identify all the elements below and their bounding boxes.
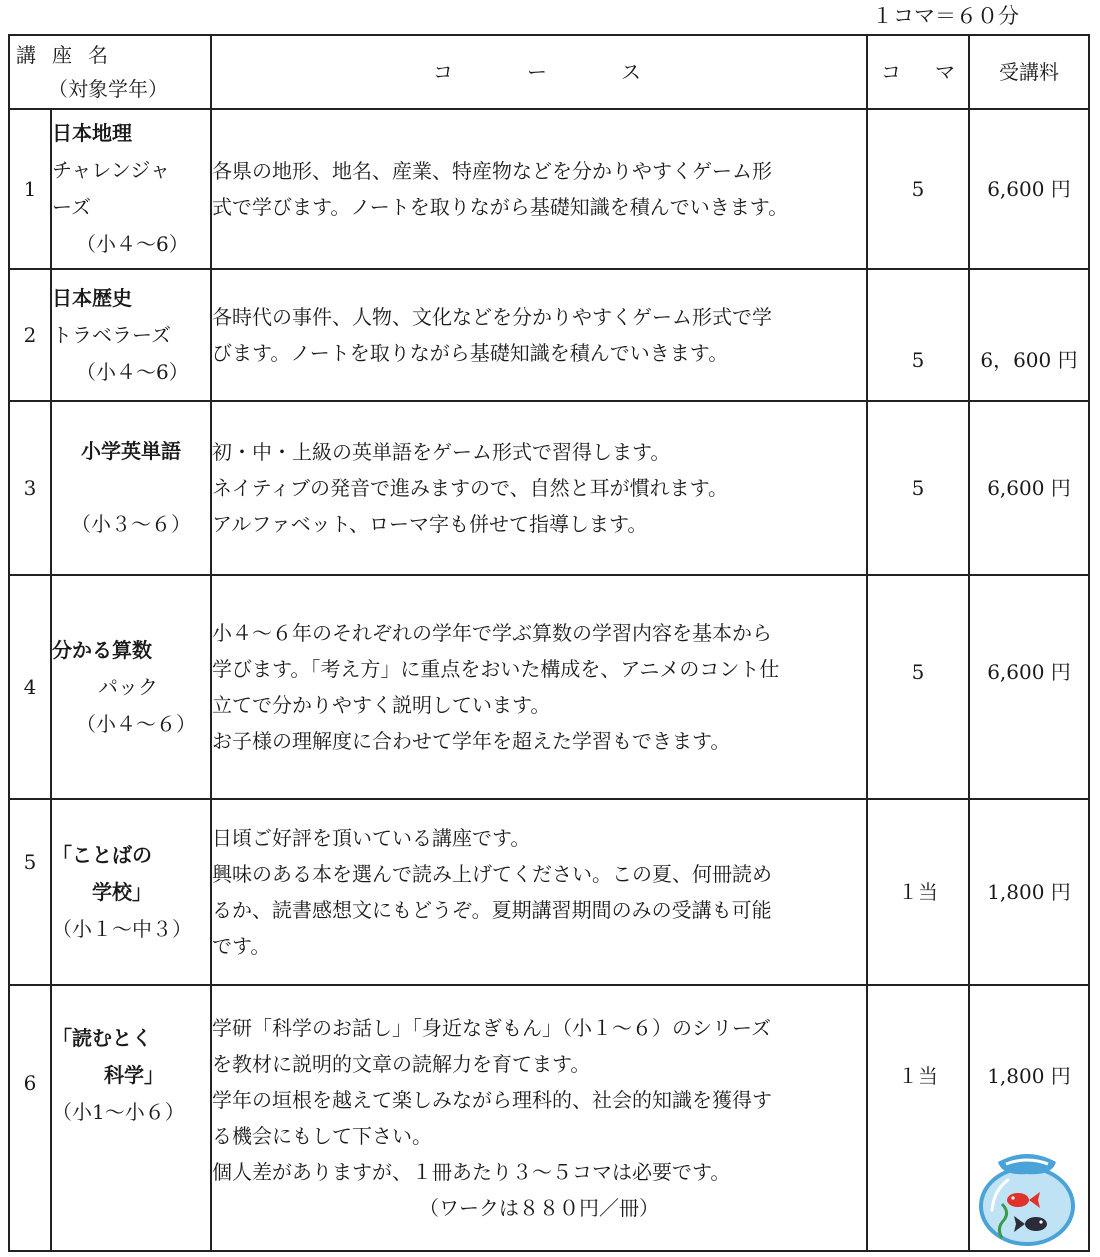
course-grade: （小４～6） xyxy=(76,232,189,256)
description-line: 学年の垣根を越えて楽しみながら理科的、社会的知識を獲得す xyxy=(212,1088,772,1112)
koma-count: 5 xyxy=(867,401,969,575)
course-name-cell xyxy=(51,799,211,985)
description-line: 学研「科学のお話し」「身近なぎもん」（小１～６）のシリーズ xyxy=(212,1016,771,1040)
header-grade-label: （対象学年） xyxy=(48,77,168,101)
description-line: ネイティブの発音で進みますので、自然と耳が慣れます。 xyxy=(212,476,728,500)
description-line: 個人差がありますが、１冊あたり３～５コマは必要です。 xyxy=(212,1160,731,1184)
koma-count: 5 xyxy=(867,109,969,269)
time-unit-note: １コマ＝６０分 xyxy=(872,4,1019,28)
description-line: 学びます。「考え方」に重点をおいた構成を、アニメのコント仕 xyxy=(212,657,780,681)
header-course xyxy=(211,35,867,109)
course-name-cell xyxy=(51,109,211,269)
course-description xyxy=(211,985,867,1251)
course-title: 日本歴史 xyxy=(52,285,132,310)
row-number: 3 xyxy=(9,401,51,575)
table-header-row xyxy=(9,35,1089,109)
header-course-name xyxy=(9,35,211,109)
course-description xyxy=(211,401,867,575)
course-title-cont: 学校」 xyxy=(92,879,152,904)
course-title: 「読むとく xyxy=(52,1026,152,1050)
course-name-line: トラベラーズ xyxy=(52,322,171,347)
course-grade: （小１～中３） xyxy=(52,916,192,941)
header-name-label: 講座名 xyxy=(16,43,124,67)
course-name-cell xyxy=(51,401,211,575)
koma-count: 5 xyxy=(867,575,969,799)
row-number: 6 xyxy=(9,985,51,1251)
description-line: 興味のある本を選んで読み上げてください。この夏、何冊読め xyxy=(212,862,772,886)
course-name-line: ーズ xyxy=(52,195,91,219)
course-grade: （小４～６） xyxy=(76,711,196,736)
bowl-body xyxy=(981,1168,1073,1244)
course-name-cell xyxy=(51,985,211,1251)
row-number: 2 xyxy=(9,269,51,401)
course-fee: 6，600 円 xyxy=(969,269,1089,401)
course-title: 「ことばの xyxy=(52,842,152,867)
table-row xyxy=(9,575,1089,799)
course-description xyxy=(211,269,867,401)
koma-count: 5 xyxy=(867,269,969,401)
table-row xyxy=(9,269,1089,401)
description-line: を教材に説明的文章の読解力を育てます。 xyxy=(212,1052,591,1076)
header-fee: 受講料 xyxy=(969,35,1089,109)
course-name-cell xyxy=(51,575,211,799)
course-name-cell xyxy=(51,269,211,401)
table-row xyxy=(9,799,1089,985)
workbook-price-note: （ワークは８８０円／冊） xyxy=(419,1196,659,1220)
koma-count: １当 xyxy=(867,799,969,985)
description-line: お子様の理解度に合わせて学年を超えた学習もできます。 xyxy=(212,729,731,753)
koma-count: １当 xyxy=(867,985,969,1251)
description-line: です。 xyxy=(212,934,271,958)
course-title-cont: 科学」 xyxy=(104,1063,164,1087)
course-fee: 6,600 円 xyxy=(969,401,1089,575)
header-course-char: コ xyxy=(433,60,457,84)
row-number: 5 xyxy=(9,799,51,985)
course-fee: 6,600 円 xyxy=(969,109,1089,269)
course-title: 小学英単語 xyxy=(81,439,181,463)
header-course-char: ー xyxy=(527,60,551,84)
course-description xyxy=(211,109,867,269)
description-line: 式で学びます。ノートを取りながら基礎知識を積んでいきます。 xyxy=(212,195,789,219)
course-table xyxy=(8,34,1090,1252)
description-line: びます。ノートを取りながら基礎知識を積んでいきます。 xyxy=(212,341,729,365)
header-koma xyxy=(867,35,969,109)
header-koma-char: マ xyxy=(935,60,955,84)
dark-fish xyxy=(1025,1217,1047,1231)
row-number: 1 xyxy=(9,109,51,269)
description-line: る機会にもして下さい。 xyxy=(212,1124,432,1148)
row-number: 4 xyxy=(9,575,51,799)
table-row xyxy=(9,109,1089,269)
course-title: 日本地理 xyxy=(52,121,132,145)
description-line: 立てで分かりやすく説明しています。 xyxy=(212,693,551,717)
description-line: 各県の地形、地名、産業、特産物などを分かりやすくゲーム形 xyxy=(212,159,772,183)
table-row xyxy=(9,985,1089,1251)
description-line: 初・中・上級の英単語をゲーム形式で習得します。 xyxy=(212,440,671,464)
description-line: アルファベット、ローマ字も併せて指導します。 xyxy=(212,512,648,536)
course-grade: （小４～6） xyxy=(76,359,189,384)
course-grade: （小３～６） xyxy=(71,512,191,536)
course-grade: （小1～小６） xyxy=(52,1100,185,1124)
header-koma-char: コ xyxy=(881,60,901,84)
course-fee: 6,600 円 xyxy=(969,575,1089,799)
description-line: るか、読書感想文にもどうぞ。夏期講習期間のみの受講も可能 xyxy=(212,898,772,922)
course-fee: 1,800 円 xyxy=(969,799,1089,985)
description-line: 各時代の事件、人物、文化などを分かりやすくゲーム形式で学 xyxy=(212,305,772,329)
course-description xyxy=(211,799,867,985)
table-row xyxy=(9,401,1089,575)
header-course-char: ス xyxy=(621,60,645,84)
course-description xyxy=(211,575,867,799)
course-fee: 1,800 円 xyxy=(969,985,1089,1251)
description-line: 小４～６年のそれぞれの学年で学ぶ算数の学習内容を基本から xyxy=(212,621,772,645)
red-fish xyxy=(1007,1193,1029,1207)
course-title-cont: パック xyxy=(98,674,158,699)
course-title: 分かる算数 xyxy=(52,637,152,662)
description-line: 日頃ご好評を頂いている講座です。 xyxy=(212,826,531,850)
course-name-line: チャレンジャ xyxy=(52,158,170,182)
fishbowl-icon xyxy=(972,1140,1082,1248)
